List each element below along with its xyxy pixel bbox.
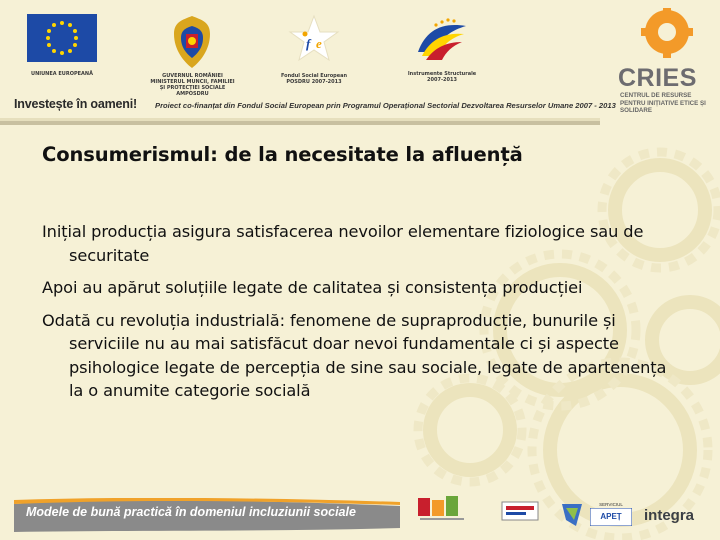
integra-logo-text: integra: [644, 507, 695, 524]
footer-logo-1-icon: [416, 494, 468, 524]
fse-star-logo-icon: [288, 14, 340, 64]
eu-flag-icon: [27, 14, 97, 62]
cries-title: CRIES: [618, 64, 697, 92]
fse-caption: Fondul Social European POSDRU 2007-2013: [280, 73, 348, 85]
tagline: Investește în oameni!: [14, 97, 137, 111]
paragraph-2: Apoi au apărut soluțiile legate de calitatea și consistența producției: [42, 278, 583, 297]
serviciul-caption: SERVICIUL: [599, 502, 623, 507]
structural-instruments-logo-icon: [412, 16, 472, 62]
footer-logo-3-icon: [558, 500, 588, 528]
paragraph-1: Inițial producția asigura satisfacerea nevoilor elementare fiziologice sau de securitate: [42, 222, 644, 265]
footer-logo-2-icon: [496, 500, 546, 530]
gov-caption: GUVERNUL ROMÂNIEI MINISTERUL MUNCII, FAMILIEI ȘI PROTECȚIEI SOCIALE AMPOSDRU: [150, 73, 235, 97]
footer-text: Modele de bună practică în domeniul incluziunii sociale: [26, 505, 356, 519]
header-stripe: [0, 118, 600, 125]
slide-title: Consumerismul: de la necesitate la afluență: [42, 143, 523, 166]
svg-text:f: f: [306, 36, 311, 51]
content-paragraphs: [42, 220, 682, 412]
eu-caption: UNIUNEA EUROPEANĂ: [31, 71, 93, 77]
paragraph-3: Odată cu revoluția industrială: fenomene de supraproducție, bunurile și serviciile nu au mai satisfăcut doar nevoi fundamentale ci și aspecte psihologice legate de percepția de sine sau sociale, legate de apartenența la o anumite categorie socială: [42, 310, 667, 400]
svg-text:e: e: [316, 36, 322, 51]
cries-subtitle: CENTRUL DE RESURSE PENTRU INIȚIATIVE ETICE ȘI SOLIDARE: [620, 92, 706, 114]
is-caption: Instrumente Structurale 2007-2013: [407, 71, 477, 83]
apes-text: APEȚ: [600, 512, 622, 521]
project-line: Proiect co-finanțat din Fondul Social European prin Programul Operațional Sectorial Dezvoltarea Resurselor Umane 2007 - 2013: [155, 101, 616, 110]
coat-of-arms-icon: [172, 14, 212, 70]
